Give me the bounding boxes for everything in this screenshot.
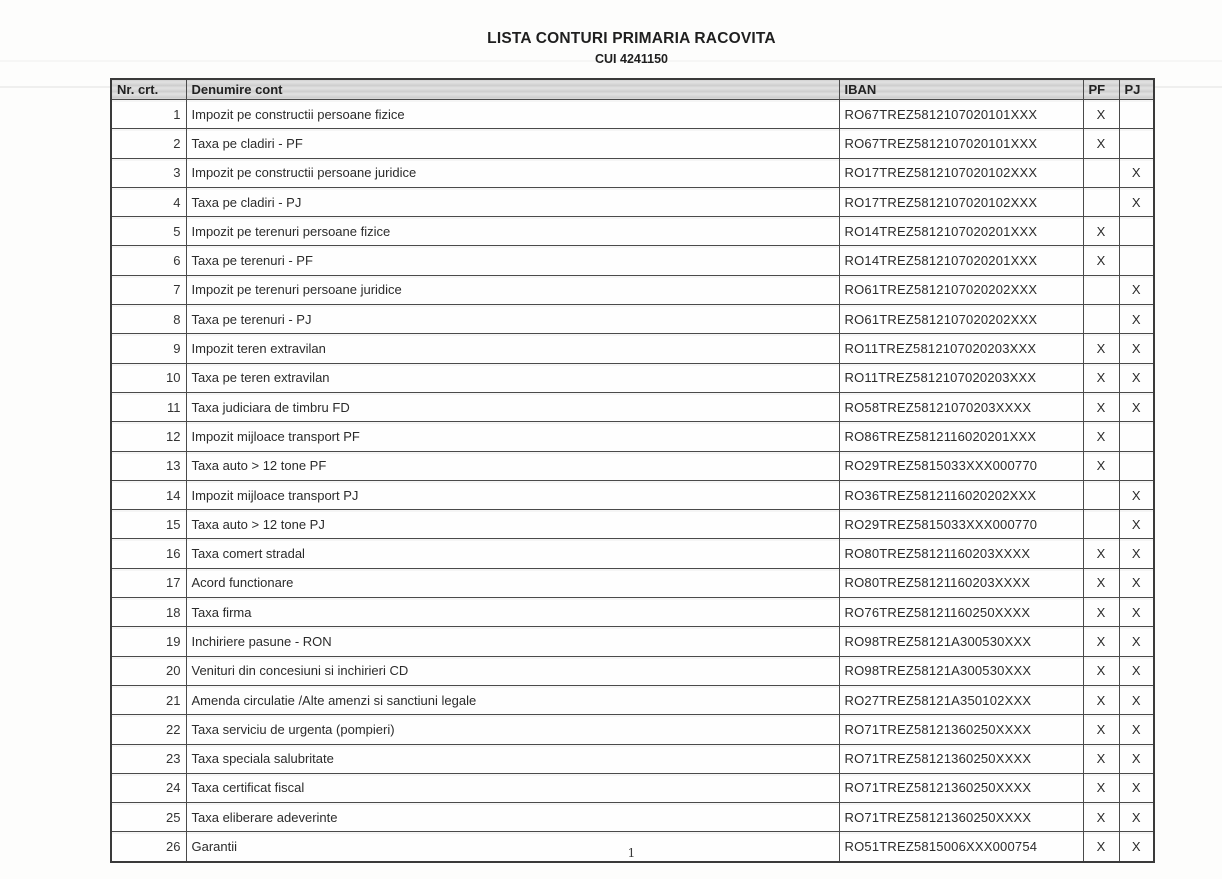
- row-number-cell: 9: [111, 334, 186, 363]
- account-name-cell: Taxa pe terenuri - PF: [186, 246, 839, 275]
- accounts-table-body: [111, 100, 1154, 862]
- iban-cell: RO86TREZ5812116020201XXX: [839, 422, 1083, 451]
- iban-cell: RO67TREZ5812107020101XXX: [839, 129, 1083, 158]
- row-number-cell: 2: [111, 129, 186, 158]
- row-number-cell: 11: [111, 392, 186, 421]
- pj-mark-cell: X: [1119, 392, 1154, 421]
- table-row: [111, 422, 1154, 451]
- iban-cell: RO27TREZ58121A350102XXX: [839, 685, 1083, 714]
- account-name-cell: Taxa speciala salubritate: [186, 744, 839, 773]
- row-number-cell: 15: [111, 510, 186, 539]
- account-name-cell: Taxa firma: [186, 598, 839, 627]
- row-number-cell: 6: [111, 246, 186, 275]
- iban-cell: RO61TREZ5812107020202XXX: [839, 275, 1083, 304]
- pj-mark-cell: [1119, 100, 1154, 129]
- pf-mark-cell: [1083, 510, 1119, 539]
- row-number-cell: 24: [111, 773, 186, 802]
- pj-mark-cell: X: [1119, 685, 1154, 714]
- iban-cell: RO17TREZ5812107020102XXX: [839, 158, 1083, 187]
- table-row: [111, 539, 1154, 568]
- account-name-cell: Taxa auto > 12 tone PJ: [186, 510, 839, 539]
- pj-mark-cell: X: [1119, 627, 1154, 656]
- page-number: 1: [627, 846, 636, 860]
- pf-mark-cell: X: [1083, 627, 1119, 656]
- account-name-cell: Taxa comert stradal: [186, 539, 839, 568]
- pf-mark-cell: X: [1083, 539, 1119, 568]
- pf-mark-cell: X: [1083, 246, 1119, 275]
- table-row: [111, 129, 1154, 158]
- pj-mark-cell: X: [1119, 480, 1154, 509]
- iban-cell: RO51TREZ5815006XXX000754: [839, 832, 1083, 862]
- row-number-cell: 1: [111, 100, 186, 129]
- iban-cell: RO29TREZ5815033XXX000770: [839, 451, 1083, 480]
- row-number-cell: 13: [111, 451, 186, 480]
- row-number-cell: 12: [111, 422, 186, 451]
- pf-mark-cell: X: [1083, 685, 1119, 714]
- row-number-cell: 19: [111, 627, 186, 656]
- iban-cell: RO98TREZ58121A300530XXX: [839, 656, 1083, 685]
- iban-cell: RO71TREZ58121360250XXXX: [839, 773, 1083, 802]
- account-name-cell: Impozit pe terenuri persoane juridice: [186, 275, 839, 304]
- row-number-cell: 18: [111, 598, 186, 627]
- column-header-name: Denumire cont: [186, 79, 839, 100]
- row-number-cell: 3: [111, 158, 186, 187]
- column-header-pj: PJ: [1119, 79, 1154, 100]
- pj-mark-cell: [1119, 422, 1154, 451]
- account-name-cell: Garantii: [186, 832, 839, 862]
- row-number-cell: 17: [111, 568, 186, 597]
- iban-cell: RO98TREZ58121A300530XXX: [839, 627, 1083, 656]
- table-row: [111, 803, 1154, 832]
- pj-mark-cell: X: [1119, 598, 1154, 627]
- iban-cell: RO80TREZ58121160203XXXX: [839, 539, 1083, 568]
- pf-mark-cell: [1083, 480, 1119, 509]
- pj-mark-cell: [1119, 246, 1154, 275]
- account-name-cell: Impozit pe terenuri persoane fizice: [186, 217, 839, 246]
- table-row: [111, 568, 1154, 597]
- iban-cell: RO14TREZ5812107020201XXX: [839, 246, 1083, 275]
- table-row: [111, 217, 1154, 246]
- row-number-cell: 8: [111, 305, 186, 334]
- row-number-cell: 20: [111, 656, 186, 685]
- iban-cell: RO71TREZ58121360250XXXX: [839, 715, 1083, 744]
- column-header-iban: IBAN: [839, 79, 1083, 100]
- table-row: [111, 715, 1154, 744]
- iban-cell: RO17TREZ5812107020102XXX: [839, 187, 1083, 216]
- account-name-cell: Taxa pe cladiri - PF: [186, 129, 839, 158]
- row-number-cell: 10: [111, 363, 186, 392]
- account-name-cell: Taxa judiciara de timbru FD: [186, 392, 839, 421]
- table-row: [111, 100, 1154, 129]
- iban-cell: RO29TREZ5815033XXX000770: [839, 510, 1083, 539]
- table-row: [111, 363, 1154, 392]
- table-row: [111, 334, 1154, 363]
- pj-mark-cell: X: [1119, 744, 1154, 773]
- header-row: [111, 79, 1154, 100]
- row-number-cell: 25: [111, 803, 186, 832]
- row-number-cell: 5: [111, 217, 186, 246]
- row-number-cell: 4: [111, 187, 186, 216]
- pf-mark-cell: [1083, 275, 1119, 304]
- pj-mark-cell: X: [1119, 568, 1154, 597]
- pj-mark-cell: X: [1119, 803, 1154, 832]
- row-number-cell: 23: [111, 744, 186, 773]
- row-number-cell: 16: [111, 539, 186, 568]
- table-row: [111, 656, 1154, 685]
- iban-cell: RO61TREZ5812107020202XXX: [839, 305, 1083, 334]
- pf-mark-cell: [1083, 187, 1119, 216]
- iban-cell: RO67TREZ5812107020101XXX: [839, 100, 1083, 129]
- pf-mark-cell: X: [1083, 334, 1119, 363]
- accounts-table-header: [111, 79, 1154, 100]
- account-name-cell: Taxa pe teren extravilan: [186, 363, 839, 392]
- pf-mark-cell: X: [1083, 598, 1119, 627]
- pf-mark-cell: X: [1083, 744, 1119, 773]
- table-row: [111, 480, 1154, 509]
- row-number-cell: 7: [111, 275, 186, 304]
- pf-mark-cell: X: [1083, 773, 1119, 802]
- table-row: [111, 246, 1154, 275]
- pf-mark-cell: X: [1083, 392, 1119, 421]
- pf-mark-cell: X: [1083, 656, 1119, 685]
- account-name-cell: Impozit mijloace transport PF: [186, 422, 839, 451]
- pf-mark-cell: X: [1083, 100, 1119, 129]
- pf-mark-cell: X: [1083, 715, 1119, 744]
- account-name-cell: Taxa auto > 12 tone PF: [186, 451, 839, 480]
- document-subtitle-cui: CUI 4241150: [595, 52, 668, 66]
- iban-cell: RO71TREZ58121360250XXXX: [839, 803, 1083, 832]
- table-row: [111, 158, 1154, 187]
- pj-mark-cell: [1119, 451, 1154, 480]
- pj-mark-cell: X: [1119, 715, 1154, 744]
- account-name-cell: Taxa pe terenuri - PJ: [186, 305, 839, 334]
- table-row: [111, 275, 1154, 304]
- pj-mark-cell: X: [1119, 187, 1154, 216]
- iban-cell: RO36TREZ5812116020202XXX: [839, 480, 1083, 509]
- table-row: [111, 451, 1154, 480]
- table-row: [111, 773, 1154, 802]
- pj-mark-cell: X: [1119, 334, 1154, 363]
- account-name-cell: Venituri din concesiuni si inchirieri CD: [186, 656, 839, 685]
- account-name-cell: Impozit mijloace transport PJ: [186, 480, 839, 509]
- document-title: LISTA CONTURI PRIMARIA RACOVITA: [487, 30, 776, 47]
- account-name-cell: Impozit teren extravilan: [186, 334, 839, 363]
- table-row: [111, 598, 1154, 627]
- account-name-cell: Impozit pe constructii persoane juridice: [186, 158, 839, 187]
- pf-mark-cell: X: [1083, 832, 1119, 862]
- pf-mark-cell: X: [1083, 363, 1119, 392]
- pj-mark-cell: X: [1119, 158, 1154, 187]
- table-row: [111, 685, 1154, 714]
- account-name-cell: Acord functionare: [186, 568, 839, 597]
- pj-mark-cell: X: [1119, 363, 1154, 392]
- title-block: [110, 30, 1153, 66]
- account-name-cell: Taxa pe cladiri - PJ: [186, 187, 839, 216]
- pf-mark-cell: X: [1083, 451, 1119, 480]
- pj-mark-cell: X: [1119, 305, 1154, 334]
- column-header-nr: Nr. crt.: [111, 79, 186, 100]
- table-row: [111, 305, 1154, 334]
- pf-mark-cell: X: [1083, 129, 1119, 158]
- pj-mark-cell: X: [1119, 275, 1154, 304]
- pf-mark-cell: X: [1083, 803, 1119, 832]
- pj-mark-cell: X: [1119, 539, 1154, 568]
- iban-cell: RO11TREZ5812107020203XXX: [839, 363, 1083, 392]
- account-name-cell: Impozit pe constructii persoane fizice: [186, 100, 839, 129]
- account-name-cell: Taxa serviciu de urgenta (pompieri): [186, 715, 839, 744]
- account-name-cell: Taxa certificat fiscal: [186, 773, 839, 802]
- pj-mark-cell: X: [1119, 832, 1154, 862]
- iban-cell: RO76TREZ58121160250XXXX: [839, 598, 1083, 627]
- row-number-cell: 14: [111, 480, 186, 509]
- column-header-pf: PF: [1083, 79, 1119, 100]
- account-name-cell: Taxa eliberare adeverinte: [186, 803, 839, 832]
- table-row: [111, 744, 1154, 773]
- row-number-cell: 22: [111, 715, 186, 744]
- row-number-cell: 26: [111, 832, 186, 862]
- pj-mark-cell: X: [1119, 510, 1154, 539]
- pj-mark-cell: [1119, 217, 1154, 246]
- iban-cell: RO80TREZ58121160203XXXX: [839, 568, 1083, 597]
- pf-mark-cell: [1083, 158, 1119, 187]
- pj-mark-cell: X: [1119, 656, 1154, 685]
- pj-mark-cell: [1119, 129, 1154, 158]
- row-number-cell: 21: [111, 685, 186, 714]
- pf-mark-cell: X: [1083, 217, 1119, 246]
- iban-cell: RO11TREZ5812107020203XXX: [839, 334, 1083, 363]
- table-row: [111, 392, 1154, 421]
- table-row: [111, 510, 1154, 539]
- iban-cell: RO14TREZ5812107020201XXX: [839, 217, 1083, 246]
- table-row: [111, 627, 1154, 656]
- account-name-cell: Amenda circulatie /Alte amenzi si sanctiuni legale: [186, 685, 839, 714]
- pf-mark-cell: X: [1083, 422, 1119, 451]
- account-name-cell: Inchiriere pasune - RON: [186, 627, 839, 656]
- pj-mark-cell: X: [1119, 773, 1154, 802]
- table-row: [111, 187, 1154, 216]
- iban-cell: RO58TREZ58121070203XXXX: [839, 392, 1083, 421]
- pf-mark-cell: X: [1083, 568, 1119, 597]
- iban-cell: RO71TREZ58121360250XXXX: [839, 744, 1083, 773]
- accounts-table: [110, 78, 1155, 863]
- pf-mark-cell: [1083, 305, 1119, 334]
